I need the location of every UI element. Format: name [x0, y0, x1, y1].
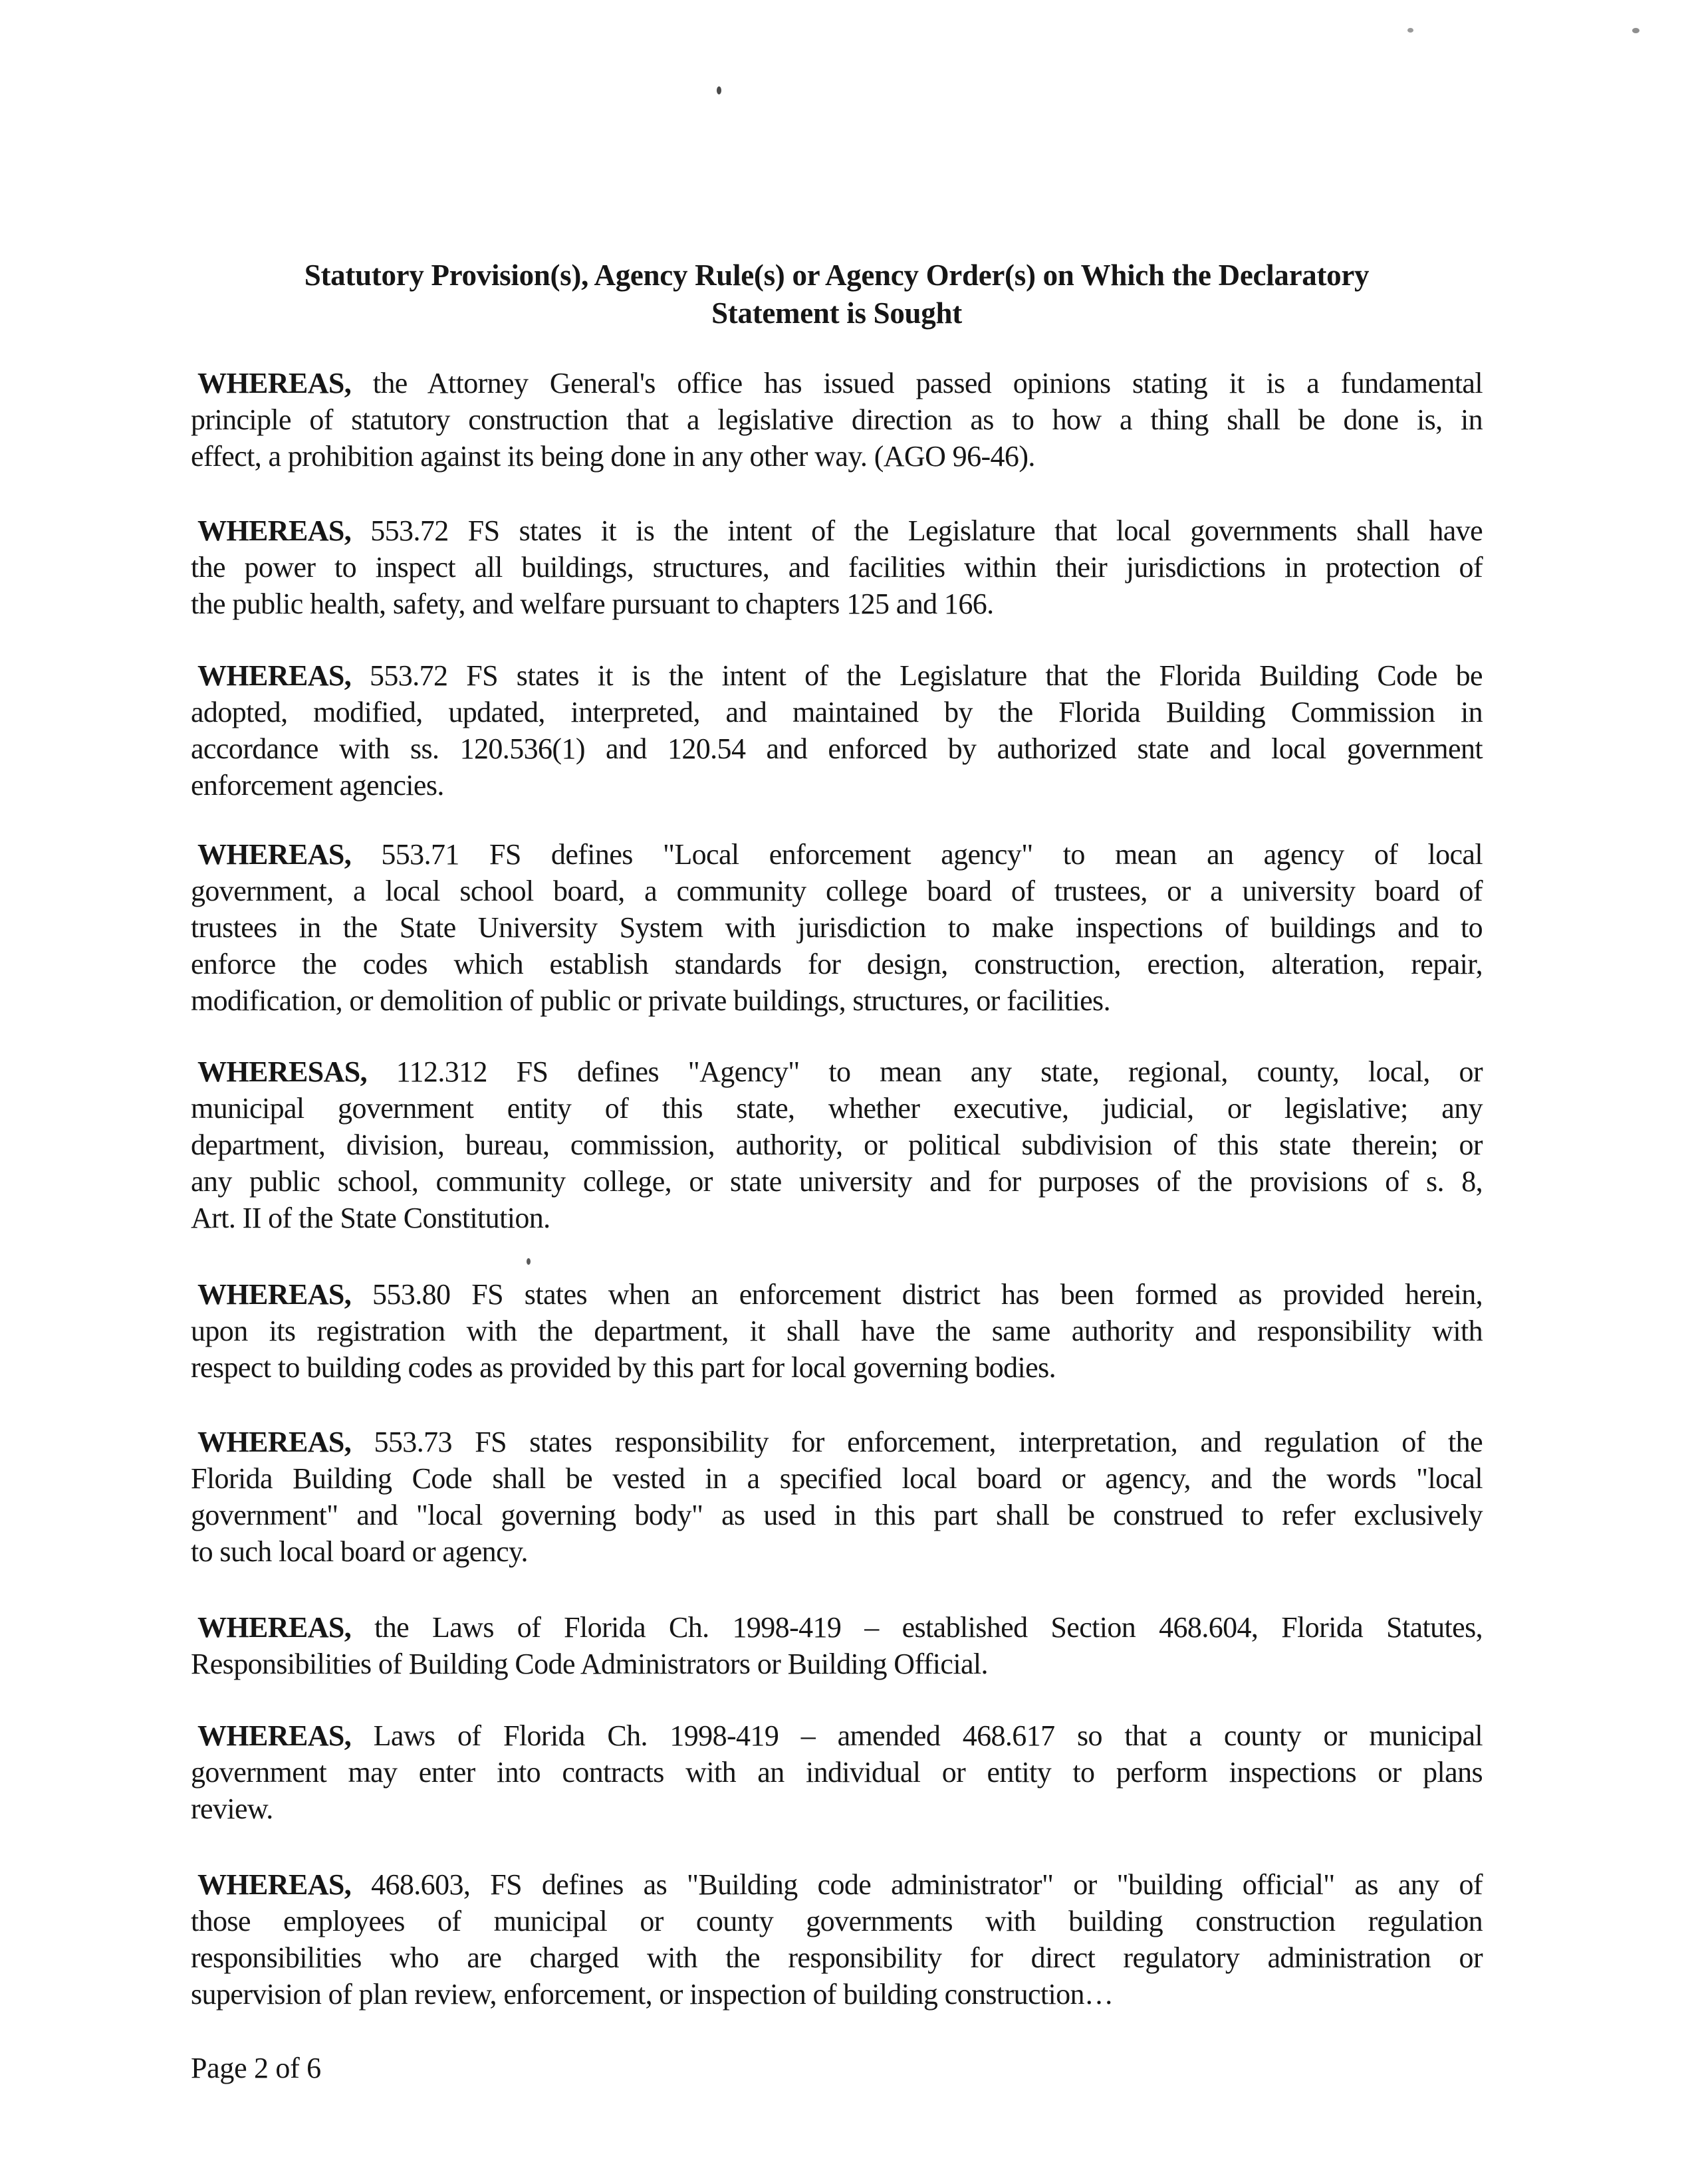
text-line: accordance with ss. 120.536(1) and 120.54 and enforced by authorized state and local government [191, 732, 1483, 765]
text-line: responsibilities who are charged with the responsibility for direct regulatory administration or [191, 1941, 1483, 1974]
paragraph [191, 1424, 1483, 1570]
text-line: review. [191, 1793, 273, 1825]
text-line: any public school, community college, or state university and for purposes of the provisions of s. 8, [191, 1165, 1483, 1198]
text-line: WHERESAS, 112.312 FS defines "Agency" to mean any state, regional, county, local, or [197, 1055, 1483, 1088]
text-line: department, division, bureau, commission, authority, or political subdivision of this state therein; or [191, 1129, 1483, 1161]
text-line: modification, or demolition of public or private buildings, structures, or facilities. [191, 984, 1110, 1017]
text-line: those employees of municipal or county governments with building construction regulation [191, 1905, 1483, 1937]
text-line: respect to building codes as provided by this part for local governing bodies. [191, 1351, 1056, 1384]
text-line: Responsibilities of Building Code Administrators or Building Official. [191, 1648, 988, 1680]
text-line: WHEREAS, 553.73 FS states responsibility for enforcement, interpretation, and regulation of the [197, 1426, 1483, 1458]
text-line: supervision of plan review, enforcement, or inspection of building construction… [191, 1978, 1114, 2011]
text-line: WHEREAS, the Laws of Florida Ch. 1998-419 – established Section 468.604, Florida Statutes, [197, 1611, 1483, 1644]
text-line: enforce the codes which establish standards for design, construction, erection, alteration, repair, [191, 948, 1483, 980]
paragraph [191, 1276, 1483, 1386]
whereas-keyword: WHEREAS, [197, 1868, 352, 1901]
paragraph [191, 1053, 1483, 1236]
whereas-keyword: WHEREAS, [197, 1719, 352, 1752]
text-line: WHEREAS, 553.80 FS states when an enforcement district has been formed as provided herein, [197, 1278, 1483, 1311]
text-line: government, a local school board, a community college board of trustees, or a university board of [191, 875, 1483, 907]
whereas-keyword: WHEREAS, [197, 1278, 352, 1311]
whereas-keyword: WHEREAS, [197, 367, 352, 399]
text-line: Art. II of the State Constitution. [191, 1202, 550, 1234]
text-column [191, 0, 1483, 2184]
text-line: government" and "local governing body" as used in this part shall be construed to refer exclusively [191, 1499, 1483, 1531]
whereas-keyword: WHEREAS, [197, 838, 352, 871]
text-line: the public health, safety, and welfare pursuant to chapters 125 and 166. [191, 588, 994, 620]
scan-speck [1632, 28, 1639, 33]
document-title [191, 257, 1483, 332]
text-line: WHEREAS, Laws of Florida Ch. 1998-419 – amended 468.617 so that a county or municipal [197, 1719, 1483, 1752]
text-line: WHEREAS, the Attorney General's office has issued passed opinions stating it is a fundamental [197, 367, 1483, 399]
whereas-keyword: WHEREAS, [197, 514, 352, 547]
paragraph [191, 512, 1483, 622]
text-line: enforcement agencies. [191, 769, 444, 802]
text-line: upon its registration with the department, it shall have the same authority and responsibility with [191, 1315, 1483, 1347]
paragraph [191, 657, 1483, 804]
whereas-keyword: WHERESAS, [197, 1055, 368, 1088]
text-line: Florida Building Code shall be vested in a specified local board or agency, and the words "local [191, 1462, 1483, 1495]
text-line: municipal government entity of this state, whether executive, judicial, or legislative; any [191, 1092, 1483, 1125]
text-line: adopted, modified, updated, interpreted, and maintained by the Florida Building Commission in [191, 696, 1483, 728]
text-line: WHEREAS, 553.72 FS states it is the intent of the Legislature that local governments shall have [197, 514, 1483, 547]
whereas-keyword: WHEREAS, [197, 1426, 352, 1458]
paragraph [191, 365, 1483, 475]
whereas-keyword: WHEREAS, [197, 1611, 352, 1644]
title-line-2: Statement is Sought [711, 296, 962, 330]
text-line: effect, a prohibition against its being done in any other way. (AGO 96-46). [191, 440, 1035, 473]
text-line: the power to inspect all buildings, structures, and facilities within their jurisdictions in protection of [191, 551, 1483, 584]
text-line: to such local board or agency. [191, 1535, 528, 1568]
title-line-1: Statutory Provision(s), Agency Rule(s) or Agency Order(s) on Which the Declaratory [304, 259, 1370, 292]
text-line: WHEREAS, 468.603, FS defines as "Building code administrator" or "building official" as any of [197, 1868, 1483, 1901]
text-line: principle of statutory construction that a legislative direction as to how a thing shall be done is, in [191, 403, 1483, 436]
text-line: WHEREAS, 553.71 FS defines "Local enforcement agency" to mean an agency of local [197, 838, 1483, 871]
paragraph [191, 836, 1483, 1019]
paragraph [191, 1717, 1483, 1827]
paragraph [191, 1866, 1483, 2013]
page-footer: Page 2 of 6 [191, 2052, 321, 2084]
text-line: government may enter into contracts with an individual or entity to perform inspections or plans [191, 1756, 1483, 1789]
whereas-keyword: WHEREAS, [197, 659, 352, 692]
text-line: trustees in the State University System with jurisdiction to make inspections of buildings and to [191, 911, 1483, 944]
paragraph [191, 1609, 1483, 1682]
text-line: WHEREAS, 553.72 FS states it is the intent of the Legislature that the Florida Building Code be [197, 659, 1483, 692]
